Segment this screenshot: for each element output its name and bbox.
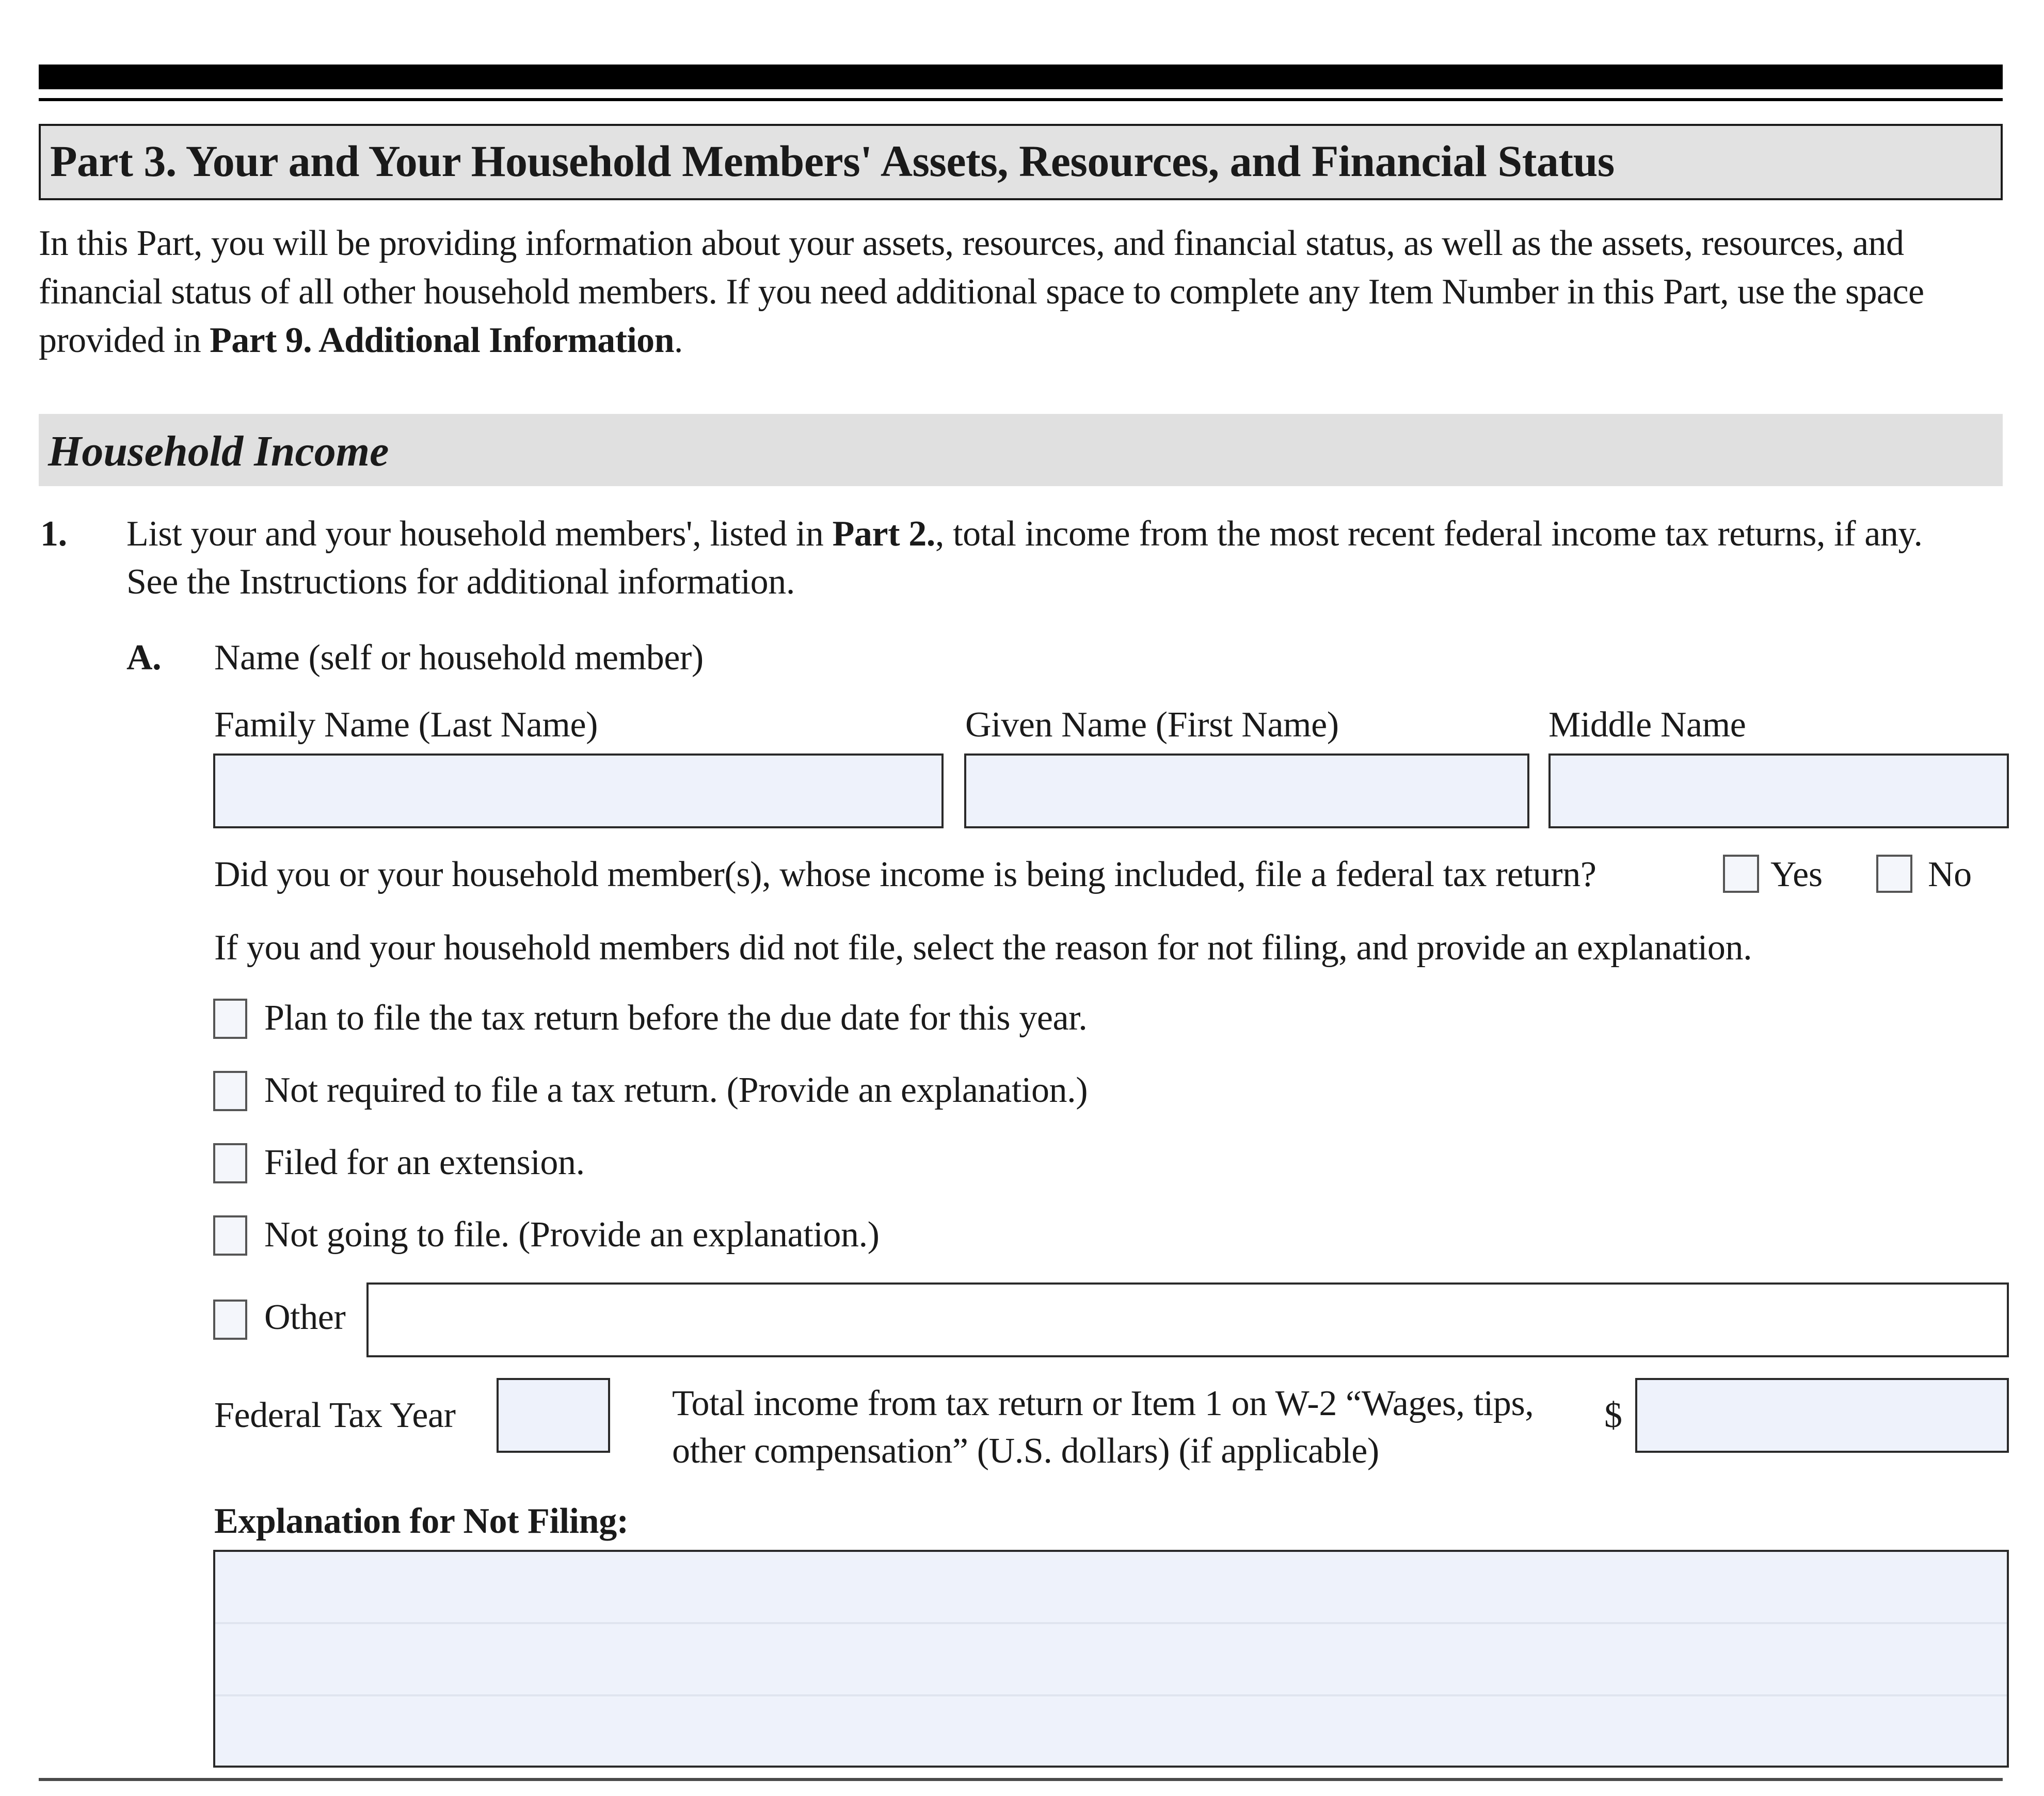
intro-line-3 [39,316,2003,365]
intro-line-2: financial status of all other household members. If you need additional space to complete any Item Number in this Part, use the space [39,272,1924,312]
section-title: Household Income [48,427,389,475]
middle-name-label: Middle Name [1548,705,1746,745]
middle-name-input[interactable] [1548,753,2009,828]
filed-no-checkbox[interactable] [1876,855,1912,893]
currency-symbol: $ [1604,1396,1622,1435]
family-name-input[interactable] [213,753,944,828]
section-header [39,414,2003,486]
intro-part9-reference: Part 9. Additional Information [210,320,674,360]
filed-yes-checkbox[interactable] [1723,855,1759,893]
intro-line-1: In this Part, you will be providing information about your assets, resources, and financial status, as well as the assets, resources, and [39,223,1904,263]
intro-line-3-suffix: . [674,320,683,360]
tax-year-input[interactable] [497,1378,610,1453]
part-header [39,124,2003,200]
family-name-label: Family Name (Last Name) [214,705,598,745]
item-number: 1. [40,514,67,554]
total-income-input[interactable] [1635,1378,2009,1453]
item1-part2-reference: Part 2. [832,514,935,554]
reason-not-going-to-file-label: Not going to file. (Provide an explanation.) [264,1215,880,1255]
other-reason-input[interactable] [366,1282,2009,1357]
total-income-label-line-1: Total income from tax return or Item 1 on W-2 “Wages, tips, [672,1384,1534,1423]
item1-line-1-suffix: , total income from the most recent federal income tax returns, if any. [935,514,1923,554]
filed-return-question: Did you or your household member(s), whose income is being included, file a federal tax return? [214,855,1596,894]
reason-not-required-checkbox[interactable] [213,1071,247,1111]
filed-no-label: No [1928,855,1972,894]
filed-yes-label: Yes [1770,855,1823,894]
not-filed-instruction: If you and your household members did not file, select the reason for not filing, and provide an explanation. [214,928,1752,968]
reason-plan-to-file-checkbox[interactable] [213,999,247,1039]
name-group-label: Name (self or household member) [214,638,704,678]
reason-other-checkbox[interactable] [213,1300,247,1340]
sub-item-letter: A. [126,638,162,678]
item1-line-2: See the Instructions for additional information. [126,562,795,602]
item1-line-1-prefix: List your and your household members', listed in [126,514,833,554]
intro-paragraph [39,219,2003,365]
tax-year-label: Federal Tax Year [214,1396,456,1435]
top-thick-rule [39,65,2003,89]
explanation-label: Explanation for Not Filing: [214,1501,629,1541]
explanation-textarea[interactable] [213,1550,2009,1768]
reason-extension-checkbox[interactable] [213,1143,247,1183]
given-name-label: Given Name (First Name) [965,705,1339,745]
part-title: Part 3. Your and Your Household Members' Assets, Resources, and Financial Status [50,136,1615,186]
bottom-rule [39,1778,2003,1781]
item1-line-1 [126,514,1923,555]
given-name-input[interactable] [964,753,1529,828]
reason-not-required-label: Not required to file a tax return. (Provide an explanation.) [264,1070,1088,1110]
explanation-line-divider [215,1622,2007,1624]
reason-not-going-to-file-checkbox[interactable] [213,1215,247,1256]
total-income-label-line-2: other compensation” (U.S. dollars) (if applicable) [672,1431,1379,1471]
intro-line-3-prefix: provided in [39,320,210,360]
reason-other-label: Other [264,1297,346,1337]
explanation-line-divider [215,1694,2007,1696]
reason-plan-to-file-label: Plan to file the tax return before the due date for this year. [264,998,1088,1038]
reason-extension-label: Filed for an extension. [264,1143,585,1182]
top-thin-rule [39,98,2003,101]
